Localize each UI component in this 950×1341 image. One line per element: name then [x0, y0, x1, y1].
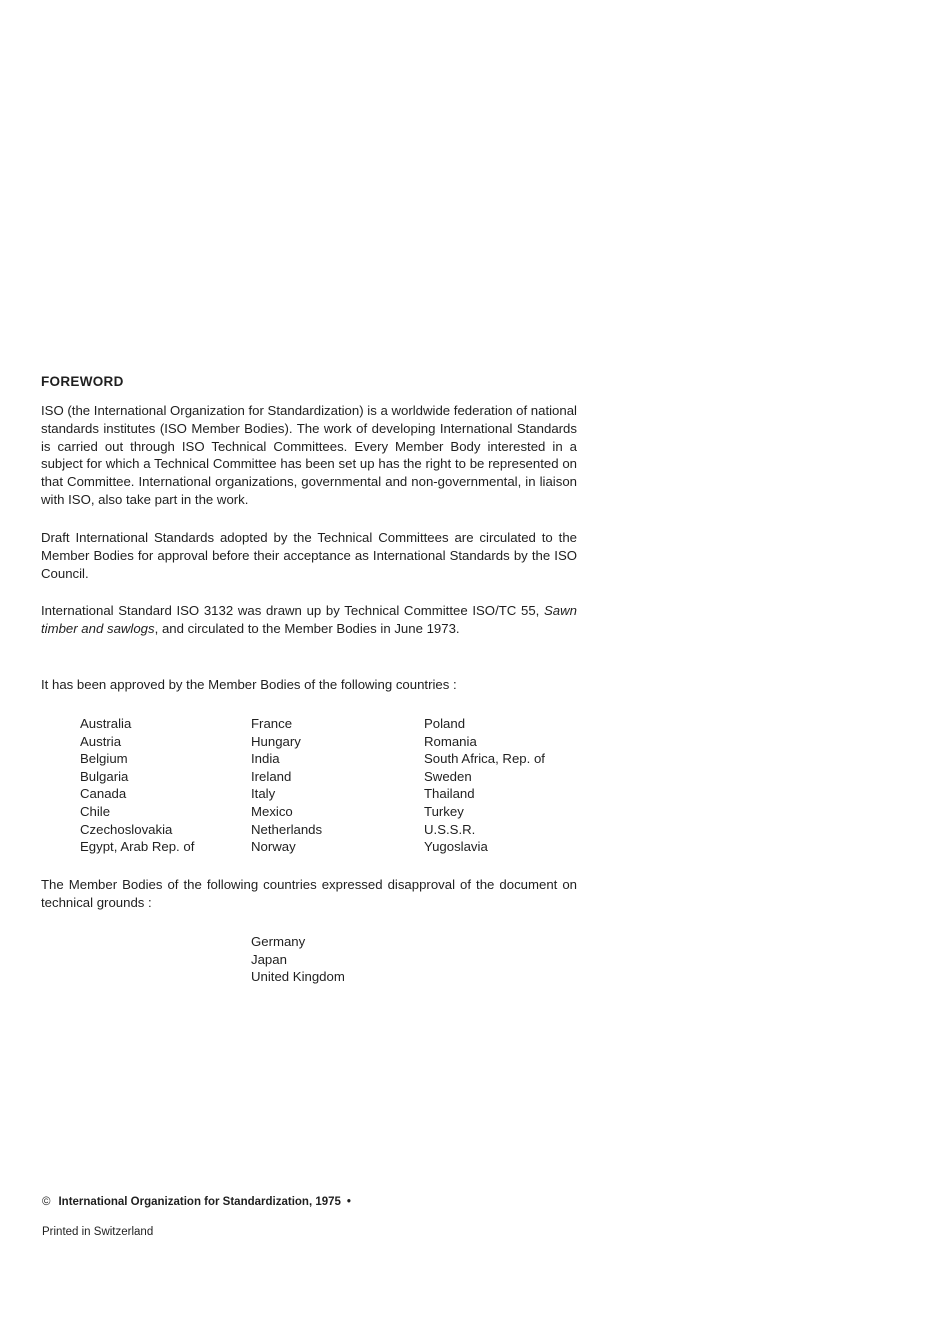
country-name: India — [251, 751, 280, 767]
country-name: France — [251, 716, 293, 731]
country-name: Czechoslovakia — [80, 821, 173, 837]
country-name: Turkey — [424, 803, 464, 819]
committee-title: Sawn timber and sawlogs — [41, 603, 577, 636]
country-name: Yugoslavia — [424, 839, 488, 855]
country-name: Austria — [80, 733, 122, 749]
printed-in-note: Printed in Switzerland — [42, 1226, 154, 1238]
country-name: Germany — [251, 934, 306, 949]
country-name: Egypt, Arab Rep. of — [80, 839, 195, 855]
approved-countries-list — [0, 715, 950, 865]
country-name: Romania — [424, 733, 477, 749]
copyright-text: International Organization for Standardization, 1975 — [58, 1196, 341, 1208]
paragraph-3-text-start: International Standard ISO 3132 was drawn up by Technical Committee ISO/TC 55, — [41, 603, 544, 618]
country-name: U.S.S.R. — [424, 821, 476, 837]
country-name: Chile — [80, 803, 111, 819]
country-name: Italy — [251, 786, 276, 802]
copyright-icon: © — [42, 1196, 51, 1208]
country-name: Thailand — [424, 786, 475, 802]
foreword-paragraph-4: It has been approved by the Member Bodies of the following countries : — [41, 677, 457, 692]
copyright-line — [42, 1196, 351, 1208]
country-name: Netherlands — [251, 821, 323, 837]
country-name: Ireland — [251, 768, 292, 784]
country-name: Belgium — [80, 751, 128, 767]
country-name: Australia — [80, 716, 132, 731]
foreword-paragraph-2: Draft International Standards adopted by the Technical Committees are circulated to the Member Bodies for approval before their acceptance as International Standards by the ISO Council. — [41, 530, 577, 581]
country-name: Japan — [251, 951, 287, 967]
disapproved-countries-list — [251, 933, 345, 986]
approved-countries-column-1 — [80, 715, 194, 856]
country-name: Poland — [424, 716, 466, 731]
foreword-paragraph-5: The Member Bodies of the following countries expressed disapproval of the document on technical grounds : — [41, 877, 577, 910]
approved-countries-column-3 — [424, 715, 545, 856]
country-name: Bulgaria — [80, 768, 129, 784]
bullet-icon: • — [346, 1196, 351, 1208]
foreword-heading: FOREWORD — [41, 374, 124, 389]
country-name: Norway — [251, 839, 296, 855]
country-name: Sweden — [424, 768, 472, 784]
country-name: Hungary — [251, 733, 301, 749]
foreword-paragraph-1: ISO (the International Organization for Standardization) is a worldwide federation of national standards institutes (ISO Member Bodies). The work of developing International Standards is carried out through ISO Technical Committees. Every Member Body interested in a subject for which a Technical Committee has been set up has the right to be represented on that Committee. International organizations, governmental and non-governmental, in liaison with ISO, also take part in the work. — [41, 403, 577, 507]
approved-countries-column-2 — [251, 715, 322, 856]
country-name: Canada — [80, 786, 127, 802]
country-name: Mexico — [251, 803, 293, 819]
paragraph-3-text-end: , and circulated to the Member Bodies in June 1973. — [154, 620, 460, 636]
foreword-paragraph-3 — [41, 602, 577, 638]
country-name: United Kingdom — [251, 969, 345, 985]
country-name: South Africa, Rep. of — [424, 751, 545, 767]
